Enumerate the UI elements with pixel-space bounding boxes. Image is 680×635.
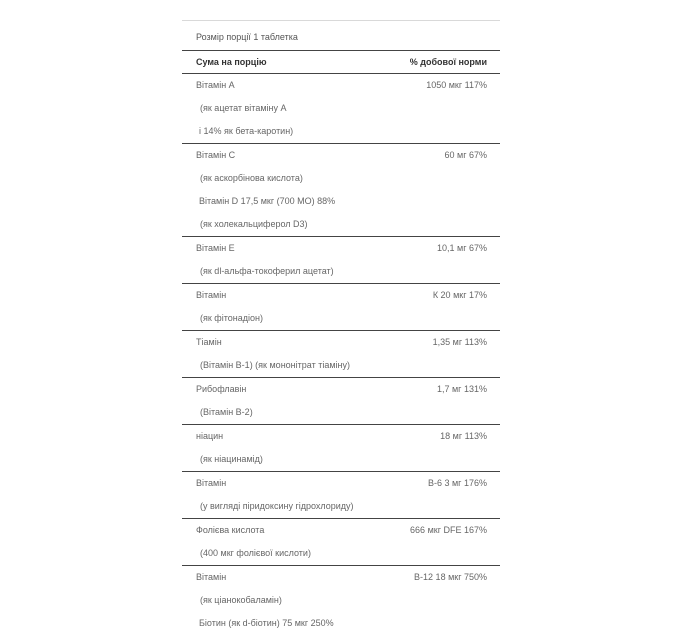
nutrient-group (182, 74, 500, 144)
nutrient-name: Вітамін С (196, 150, 236, 160)
nutrient-group (182, 472, 500, 519)
nutrient-amount: 10,1 мг 67% (436, 243, 487, 253)
nutrient-name: Вітамін Е (196, 243, 235, 253)
nutrient-row (182, 284, 500, 307)
nutrient-group (182, 144, 500, 237)
nutrient-group (182, 237, 500, 284)
nutrient-name: Фолієва кислота (196, 525, 265, 535)
nutrient-list (182, 74, 500, 635)
nutrient-name: Вітамін (196, 290, 227, 300)
nutrient-amount: К 20 мкг 17% (432, 290, 487, 300)
nutrient-row (182, 566, 500, 589)
nutrient-amount: В-6 3 мг 176% (427, 478, 487, 488)
nutrient-detail: (Вітамін В-2) (200, 407, 253, 417)
nutrient-group (182, 331, 500, 378)
nutrient-detail: і 14% як бета-каротин) (199, 126, 294, 136)
nutrient-amount: 1,35 мг 113% (432, 337, 487, 347)
nutrient-row (182, 378, 500, 401)
nutrient-detail: (400 мкг фолієвої кислоти) (200, 548, 311, 558)
nutrient-detail: (як аскорбінова кислота) (200, 173, 303, 183)
nutrient-name: Тіамін (196, 337, 222, 347)
nutrient-group (182, 566, 500, 635)
nutrient-name: Вітамін А (196, 80, 235, 90)
nutrient-row (182, 237, 500, 260)
supplement-facts-panel (182, 20, 500, 635)
nutrient-row (182, 74, 500, 97)
nutrient-amount: 60 мг 67% (444, 150, 487, 160)
nutrient-detail: (як ацетат вітаміну А (200, 103, 287, 113)
header-amount-per-serving: Сума на порцію (196, 57, 267, 67)
nutrient-amount: 666 мкг DFE 167% (410, 525, 487, 535)
serving-size: Розмір порції 1 таблетка (196, 32, 298, 42)
nutrient-row (182, 425, 500, 448)
nutrient-row (182, 519, 500, 542)
nutrient-detail: (у вигляді піридоксину гідрохлориду) (200, 501, 354, 511)
table-header (182, 50, 500, 74)
nutrient-amount: 18 мг 113% (440, 431, 487, 441)
nutrient-detail: (Вітамін В-1) (як мононітрат тіаміну) (200, 360, 350, 370)
nutrient-detail: (як ніацинамід) (200, 454, 263, 464)
nutrient-group (182, 284, 500, 331)
nutrient-detail: (як фітонадіон) (200, 313, 263, 323)
nutrient-group (182, 378, 500, 425)
nutrient-name: Вітамін (196, 478, 227, 488)
nutrient-detail: Біотин (як d-біотин) 75 мкг 250% (199, 618, 334, 628)
nutrient-detail: (як ціанокобаламін) (200, 595, 282, 605)
nutrient-name: ніацин (196, 431, 224, 441)
nutrient-amount: 1,7 мг 131% (436, 384, 487, 394)
nutrient-name: Рибофлавін (196, 384, 247, 394)
nutrient-group (182, 425, 500, 472)
nutrient-detail: (як холекальциферол D3) (200, 219, 308, 229)
nutrient-amount: 1050 мкг 117% (426, 80, 487, 90)
nutrient-detail: (як dl-альфа-токоферил ацетат) (200, 266, 334, 276)
nutrient-amount: В-12 18 мкг 750% (414, 572, 487, 582)
header-daily-value: % добової норми (409, 57, 487, 67)
nutrient-group (182, 519, 500, 566)
nutrient-row (182, 472, 500, 495)
nutrient-row (182, 144, 500, 167)
nutrient-detail: Вітамін D 17,5 мкг (700 МО) 88% (199, 196, 336, 206)
nutrient-row (182, 331, 500, 354)
nutrient-name: Вітамін (196, 572, 227, 582)
